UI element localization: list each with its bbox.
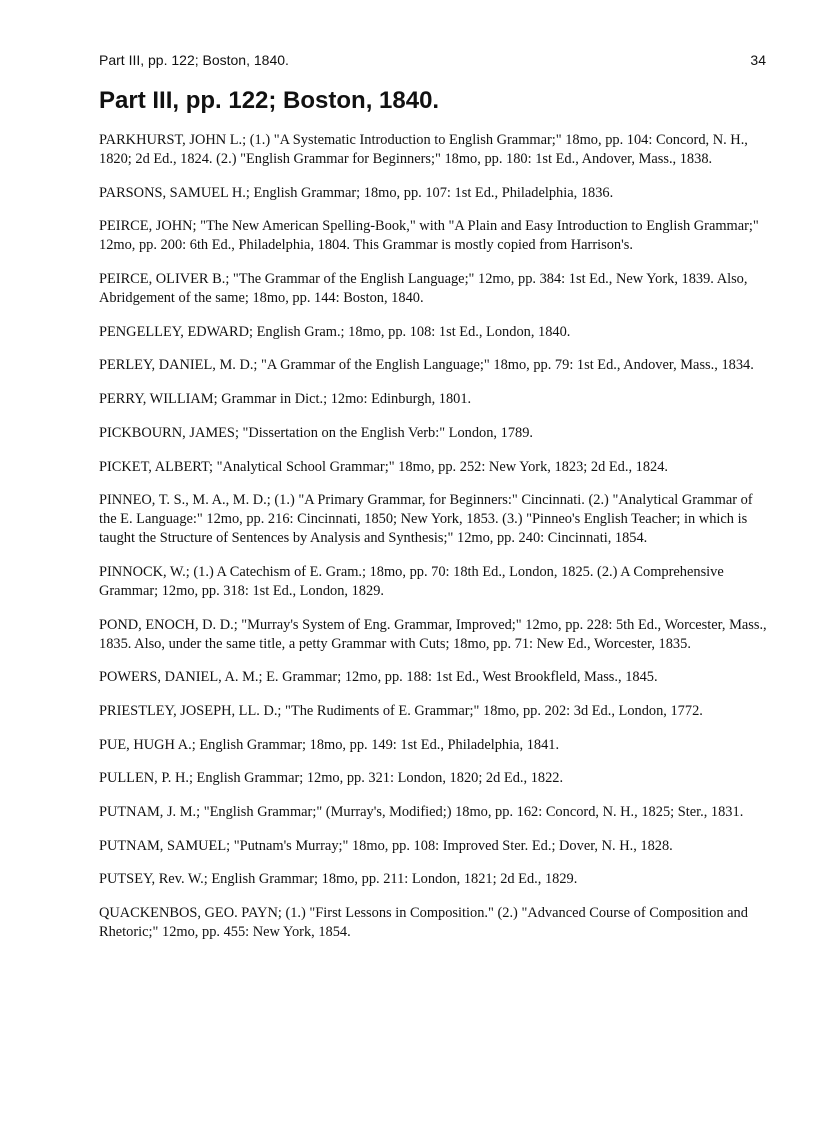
bibliography-entry-putsey: PUTSEY, Rev. W.; English Grammar; 18mo, pp. 211: London, 1821; 2d Ed., 1829. bbox=[99, 871, 578, 888]
section-heading: Part III, pp. 122; Boston, 1840. bbox=[99, 87, 440, 114]
bibliography-entry-pullen: PULLEN, P. H.; English Grammar; 12mo, pp. 321: London, 1820; 2d Ed., 1822. bbox=[99, 770, 564, 787]
bibliography-entry-putnam-samuel: PUTNAM, SAMUEL; "Putnam's Murray;" 18mo, pp. 108: Improved Ster. Ed.; Dover, N. H., 1828. bbox=[99, 837, 673, 854]
bibliography-entry-priestley: PRIESTLEY, JOSEPH, LL. D.; "The Rudiments of E. Grammar;" 18mo, pp. 202: 3d Ed., London, 1772. bbox=[99, 702, 703, 719]
bibliography-entry-perry: PERRY, WILLIAM; Grammar in Dict.; 12mo: Edinburgh, 1801. bbox=[99, 391, 472, 408]
bibliography-entry-parkhurst: PARKHURST, JOHN L.; (1.) "A Systematic Introduction to English Grammar;" 18mo, pp. 104: Concord, N. H., 1820; 2d Ed., 1824. (2.) "English Grammar for Beginners;" 18mo, pp. 180: 1st Ed., Andover, Mass., 1838. bbox=[99, 132, 748, 167]
running-title: Part III, pp. 122; Boston, 1840. bbox=[99, 52, 289, 68]
bibliography-entry-quackenbos: QUACKENBOS, GEO. PAYN; (1.) "First Lessons in Composition." (2.) "Advanced Course of Composition and Rhetoric;" 12mo, pp. 455: New York, 1854. bbox=[99, 905, 748, 941]
bibliography-entry-pickbourn: PICKBOURN, JAMES; "Dissertation on the English Verb:" London, 1789. bbox=[99, 424, 534, 441]
running-header bbox=[99, 52, 766, 72]
bibliography-entry-putnam-jm: PUTNAM, J. M.; "English Grammar;" (Murray's, Modified;) 18mo, pp. 162: Concord, N. H., 1825; Ster., 1831. bbox=[99, 804, 744, 820]
bibliography-entry-pengelley: PENGELLEY, EDWARD; English Gram.; 18mo, pp. 108: 1st Ed., London, 1840. bbox=[99, 323, 571, 340]
bibliography-entry-peirce-john: PEIRCE, JOHN; "The New American Spelling-Book," with "A Plain and Easy Introduction to English Grammar;" 12mo, pp. 200: 6th Ed., Philadelphia, 1804. This Grammar is mostly copied from Harrison's. bbox=[99, 218, 759, 254]
bibliography-entry-pond: POND, ENOCH, D. D.; "Murray's System of Eng. Grammar, Improved;" 12mo, pp. 228: 5th Ed., Worcester, Mass., 1835. Also, under the same title, a petty Grammar with Cuts; 18mo, pp. 71: New Ed., Worcester, 1835. bbox=[99, 616, 767, 652]
bibliography-entry-powers: POWERS, DANIEL, A. M.; E. Grammar; 12mo, pp. 188: 1st Ed., West Brookfleld, Mass., 1845. bbox=[99, 669, 658, 686]
bibliography-entry-parsons: PARSONS, SAMUEL H.; English Grammar; 18mo, pp. 107: 1st Ed., Philadelphia, 1836. bbox=[99, 184, 614, 201]
bibliography-entry-peirce-oliver: PEIRCE, OLIVER B.; "The Grammar of the English Language;" 12mo, pp. 384: 1st Ed., New York, 1839. Also, Abridgement of the same; 18mo, pp. 144: Boston, 1840. bbox=[99, 271, 748, 307]
page-number: 34 bbox=[750, 52, 766, 68]
bibliography-entry-pinneo: PINNEO, T. S., M. A., M. D.; (1.) "A Primary Grammar, for Beginners:" Cincinnati. (2.) "Analytical Grammar of the E. Language:" 12mo, pp. 216: Cincinnati, 1850; New York, 1853. (3.) "Pinneo's English Teacher; in which is taught the Structure of Sentences by Analysis and Synthesis;" 12mo, pp. 240: Cincinnati, 1854. bbox=[99, 492, 753, 547]
bibliography-list bbox=[99, 131, 767, 957]
bibliography-entry-pue: PUE, HUGH A.; English Grammar; 18mo, pp. 149: 1st Ed., Philadelphia, 1841. bbox=[99, 736, 560, 753]
bibliography-entry-perley: PERLEY, DANIEL, M. D.; "A Grammar of the English Language;" 18mo, pp. 79: 1st Ed., Andover, Mass., 1834. bbox=[99, 357, 754, 374]
bibliography-entry-pinnock: PINNOCK, W.; (1.) A Catechism of E. Gram.; 18mo, pp. 70: 18th Ed., London, 1825. (2.) A Comprehensive Grammar; 12mo, pp. 318: 1st Ed., London, 1829. bbox=[99, 563, 724, 599]
bibliography-entry-picket: PICKET, ALBERT; "Analytical School Grammar;" 18mo, pp. 252: New York, 1823; 2d Ed., 1824. bbox=[99, 458, 669, 475]
